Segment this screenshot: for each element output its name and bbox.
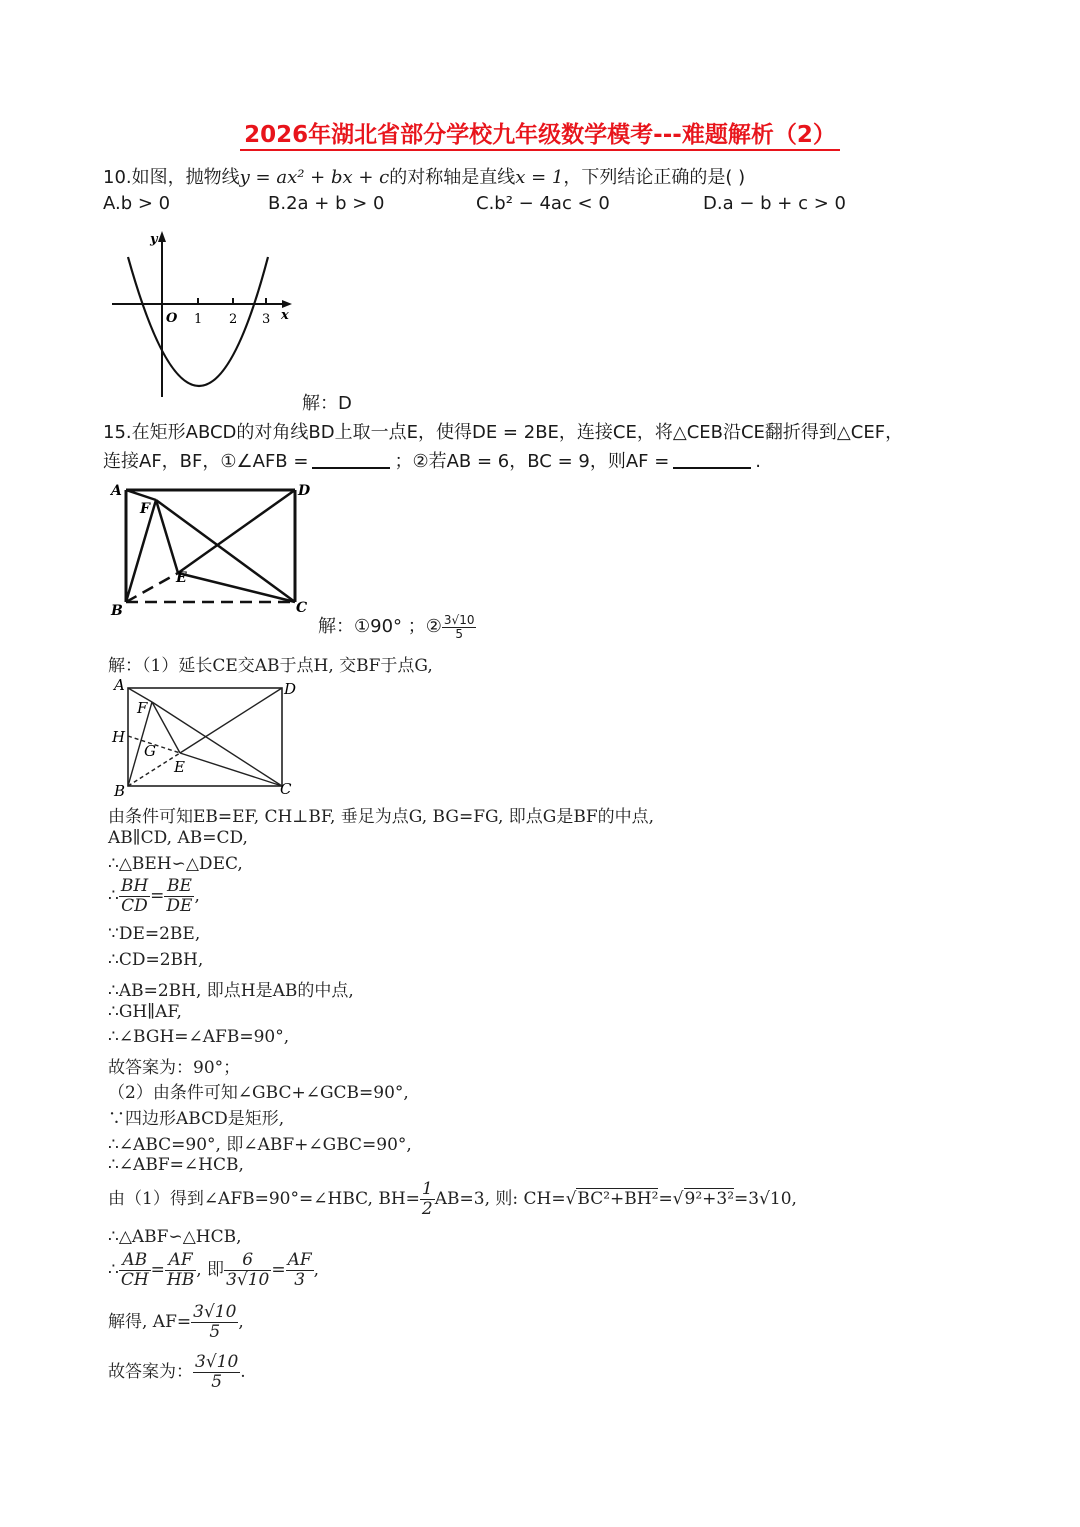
q15-answer-num: 3√10 (443, 612, 475, 627)
l4-pre: ∴ (108, 886, 119, 906)
l17-f4-num: AF (287, 1250, 312, 1270)
label-b: B (111, 603, 123, 618)
segment-ed-2 (180, 688, 282, 753)
l4-fraction-2 (164, 877, 194, 916)
l15-b: AB=3, 则: CH=√ (434, 1189, 577, 1209)
solution-line-13: ∴∠ABC=90°, 即∠ABF+∠GBC=90°, (108, 1135, 412, 1155)
page-title (0, 116, 1080, 149)
l17-fraction-4 (286, 1251, 314, 1290)
label-a-2: A (114, 676, 125, 694)
q10-stem (103, 163, 745, 189)
l18-post: , (238, 1312, 244, 1332)
l4-eq: = (150, 886, 165, 906)
l18-fraction (191, 1303, 238, 1342)
l15-a: 由（1）得到∠AFB=90°=∠HBC, BH= (108, 1189, 420, 1209)
q10-stem-b: 的对称轴是直线 (389, 167, 516, 188)
l17-fraction-3 (224, 1251, 271, 1290)
l4-post: , (194, 886, 200, 906)
l17-f1-num: AB (119, 1251, 151, 1271)
tick-label-2: 2 (229, 312, 238, 327)
l15-d: =√ (658, 1189, 684, 1209)
l17-f2-den: HB (166, 1270, 195, 1290)
l15-fraction (420, 1180, 435, 1219)
segment-fc-2 (152, 702, 282, 786)
solution-line-5: ∵DE=2BE, (108, 924, 201, 944)
segment-ec (178, 573, 295, 602)
l15-frac-num: 1 (421, 1179, 433, 1199)
solution-line-1: 由条件可知EB=EF, CH⊥BF, 垂足为点G, BG=FG, 即点G是BF的中点, (108, 807, 655, 827)
l15-f: =3√10, (734, 1189, 797, 1209)
l17-eq1: = (150, 1260, 165, 1280)
label-e-2: E (174, 758, 185, 776)
l19-post: . (240, 1362, 246, 1382)
solution-line-16: ∴△ABF∽△HCB, (108, 1227, 242, 1247)
solution-intro: 解：（1）延长CE交AB于点H, 交BF于点G, (108, 656, 433, 676)
segment-fe (156, 500, 178, 573)
solution-line-18 (108, 1303, 244, 1342)
segment-ec-2 (180, 753, 282, 786)
l17-pre: ∴ (108, 1260, 119, 1280)
l4-f1-num: BH (120, 876, 149, 896)
label-g: G (144, 742, 156, 760)
l17-eq2: = (271, 1260, 286, 1280)
q15-answer-fraction (442, 614, 477, 641)
q10-stem-a: 10.如图，抛物线 (103, 167, 240, 188)
l19-pre: 故答案为： (108, 1362, 193, 1382)
l19-frac-den: 5 (211, 1372, 223, 1392)
rectangle-figure-1 (108, 478, 318, 618)
solution-line-11: （2）由条件可知∠GBC+∠GCB=90°, (108, 1083, 409, 1103)
solution-line-6: ∴CD=2BH, (108, 950, 204, 970)
label-f-2: F (137, 699, 148, 717)
l4-fraction-1 (119, 877, 150, 916)
parabola-figure (100, 225, 300, 405)
q15-line2a: 连接AF，BF，①∠AFB = (103, 451, 309, 472)
q10-option-b: B.2a + b > 0 (268, 193, 385, 214)
label-f: F (140, 501, 150, 517)
q15-line1: 15.在矩形ABCD的对角线BD上取一点E，使得DE = 2BE，连接CE，将△CEB沿CE翻折得到△CEF， (103, 422, 904, 443)
solution-line-17 (108, 1251, 319, 1290)
l17-f2-num: AF (165, 1251, 196, 1271)
l17-fraction-1 (119, 1251, 151, 1290)
l15-radicand-2: 9²+3² (684, 1189, 735, 1209)
label-a: A (111, 483, 122, 499)
solution-line-12: ∵四边形ABCD是矩形, (108, 1109, 285, 1129)
solution-line-4 (108, 877, 200, 916)
x-label: x (281, 308, 289, 323)
solution-line-8: ∴GH∥AF, (108, 1002, 182, 1022)
solution-line-9: ∴∠BGH=∠AFB=90°, (108, 1027, 290, 1047)
label-d: D (298, 483, 311, 499)
origin-label: O (166, 311, 178, 326)
l15-radicand-1: BC²+BH² (577, 1189, 659, 1209)
q10-option-c: C.b² − 4ac < 0 (476, 193, 610, 214)
label-b-2: B (114, 782, 126, 800)
q15-answer (318, 612, 476, 641)
l15-frac-den: 2 (421, 1199, 433, 1219)
segment-fc (156, 500, 295, 602)
label-c: C (296, 600, 308, 616)
blank-1 (312, 451, 390, 469)
q10-axis: x = 1 (515, 167, 564, 188)
l17-f3-den: 3√10 (226, 1270, 270, 1290)
blank-2 (673, 451, 751, 469)
solution-line-15 (108, 1180, 797, 1219)
tick-label-1: 1 (194, 312, 203, 327)
solution-line-7: ∴AB=2BH, 即点H是AB的中点, (108, 981, 354, 1001)
l17-fraction-2 (165, 1251, 196, 1290)
l19-frac-num: 3√10 (195, 1352, 239, 1372)
q10-stem-c: ，下列结论正确的是( ) (563, 167, 746, 188)
label-d-2: D (284, 680, 297, 698)
q15-answer-den: 5 (455, 626, 463, 641)
solution-line-14: ∴∠ABF=∠HCB, (108, 1155, 244, 1175)
solution-line-3: ∴△BEH∽△DEC, (108, 854, 243, 874)
q15-line2b: ；②若AB = 6，BC = 9，则AF = (394, 451, 670, 472)
l17-f3-num: 6 (224, 1251, 271, 1271)
l17-mid: , 即 (196, 1260, 225, 1280)
l17-post: , (313, 1260, 320, 1280)
solution-line-19 (108, 1353, 246, 1392)
tick-label-3: 3 (262, 312, 271, 327)
solution-line-2: AB∥CD, AB=CD, (108, 828, 248, 848)
label-c-2: C (280, 780, 292, 798)
l19-fraction (193, 1353, 240, 1392)
title-text: 2026年湖北省部分学校九年级数学模考---难题解析（2） (240, 122, 840, 151)
label-e: E (176, 570, 187, 586)
q15-line2 (103, 447, 761, 473)
l18-frac-den: 5 (209, 1322, 221, 1342)
q10-option-d: D.a − b + c > 0 (703, 193, 846, 214)
q10-equation: y = ax² + bx + c (239, 167, 390, 188)
solution-line-10: 故答案为：90°； (108, 1058, 241, 1078)
l4-f1-den: CD (121, 896, 148, 916)
l4-f2-num: BE (164, 877, 194, 897)
q15-answer-prefix: 解：①90° ；② (318, 616, 442, 637)
l17-f1-den: CH (120, 1270, 149, 1290)
label-h: H (112, 728, 126, 746)
y-axis-arrow (158, 231, 166, 242)
q10-option-a: A.b > 0 (103, 193, 171, 214)
x-axis-arrow (282, 300, 292, 308)
q10-answer: 解：D (302, 393, 352, 414)
y-label: y (150, 232, 158, 247)
rectangle-figure-2 (108, 676, 298, 800)
l18-pre: 解得, AF= (108, 1312, 192, 1332)
l18-frac-num: 3√10 (193, 1302, 237, 1322)
l4-f2-den: DE (166, 896, 193, 916)
l17-f4-den: 3 (294, 1270, 306, 1290)
q15-line2c: . (755, 451, 762, 472)
